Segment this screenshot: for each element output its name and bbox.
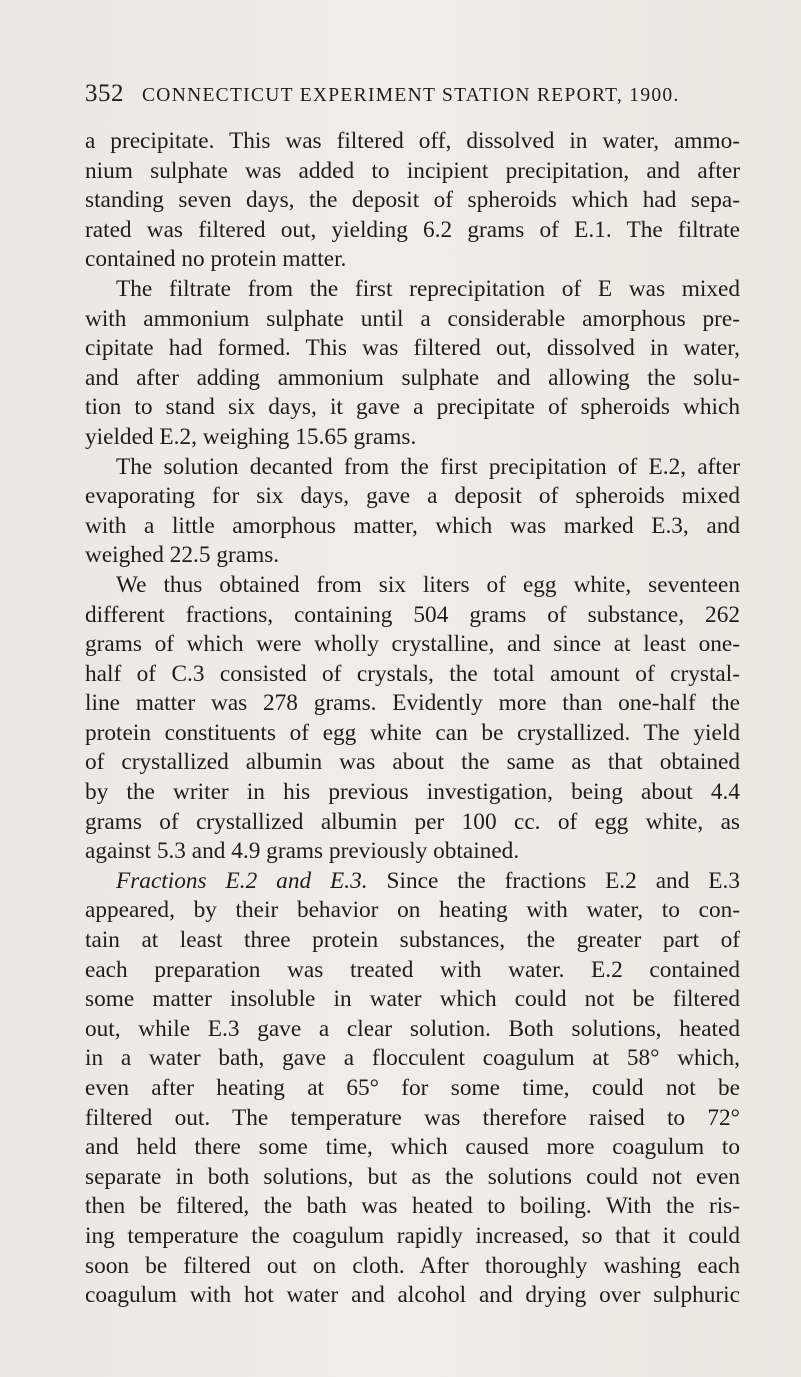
text-line: in a water bath, gave a flocculent coagulum at 58° which, [85,1045,740,1072]
text-line: weighed 22.5 grams. [85,542,280,569]
text-line: soon be filtered out on cloth. After thoroughly washing each [85,1252,740,1279]
text-line: separate in both solutions, but as the solutions could not even [85,1163,740,1190]
text-line: even after heating at 65° for some time, could not be [85,1075,740,1101]
text-line: tion to stand six days, it gave a precipitate of spheroids which [85,394,740,421]
text-line: with a little amorphous matter, which was marked E.3, and [85,512,740,539]
text-line: line matter was 278 grams. Evidently more than one-half the [85,690,740,717]
text-line: ing temperature the coagulum rapidly increased, so that it could [85,1222,740,1249]
text-line: and held there some time, which caused more coagulum to [85,1134,740,1161]
text-line: a precipitate. This was filtered off, dissolved in water, ammo- [85,128,740,154]
section-heading-continuation: Since the fractions E.2 and E.3 [367,867,740,894]
text-line: then be filtered, the bath was heated to boiling. With the ris- [85,1193,740,1220]
text-line: by the writer in his previous investigation, being about 4.4 [85,779,740,806]
page-header [85,80,735,110]
page-number: 352 [85,80,124,107]
text-line: The solution decanted from the first precipitation of E.2, after [116,453,740,480]
text-line: cipitate had formed. This was filtered out, dissolved in water, [85,335,740,362]
text-line: nium sulphate was added to incipient precipitation, and after [85,157,740,184]
text-line: each preparation was treated with water. E.2 contained [85,956,740,983]
text-line: grams of which were wholly crystalline, and since at least one- [85,631,740,658]
text-line: yielded E.2, weighing 15.65 grams. [85,423,417,450]
text-line: different fractions, containing 504 grams of substance, 262 [85,601,740,628]
text-line: rated was filtered out, yielding 6.2 grams of E.1. The filtrate [85,216,740,243]
text-line: grams of crystallized albumin per 100 cc. of egg white, as [85,808,740,835]
running-head: CONNECTICUT EXPERIMENT STATION REPORT, 1900. [142,85,680,106]
section-heading: Fractions E.2 and E.3. [116,867,368,894]
text-line: against 5.3 and 4.9 grams previously obtained. [85,838,520,865]
text-line: and after adding ammonium sulphate and allowing the solu- [85,364,740,391]
text-line: half of C.3 consisted of crystals, the total amount of crystal- [85,660,740,687]
text-line: tain at least three protein substances, the greater part of [85,927,740,954]
text-line: contained no protein matter. [85,246,347,273]
text-line-section-heading [85,867,740,897]
body-text [85,127,740,1311]
text-line: of crystallized albumin was about the same as that obtained [85,749,740,776]
text-line: with ammonium sulphate until a considerable amorphous pre- [85,305,740,332]
text-line: The filtrate from the first reprecipitation of E was mixed [116,275,740,302]
text-line: protein constituents of egg white can be crystallized. The yield [85,719,740,746]
text-line: coagulum with hot water and alcohol and drying over sulphuric [85,1282,740,1309]
text-line: standing seven days, the deposit of spheroids which had sepa- [85,187,740,214]
text-line: some matter insoluble in water which could not be filtered [85,986,740,1013]
text-line: appeared, by their behavior on heating with water, to con- [85,897,740,924]
text-line: We thus obtained from six liters of egg white, seventeen [116,571,740,598]
text-line: filtered out. The temperature was therefore raised to 72° [85,1104,740,1131]
text-line: out, while E.3 gave a clear solution. Both solutions, heated [85,1015,740,1042]
text-line: evaporating for six days, gave a deposit of spheroids mixed [85,483,740,510]
